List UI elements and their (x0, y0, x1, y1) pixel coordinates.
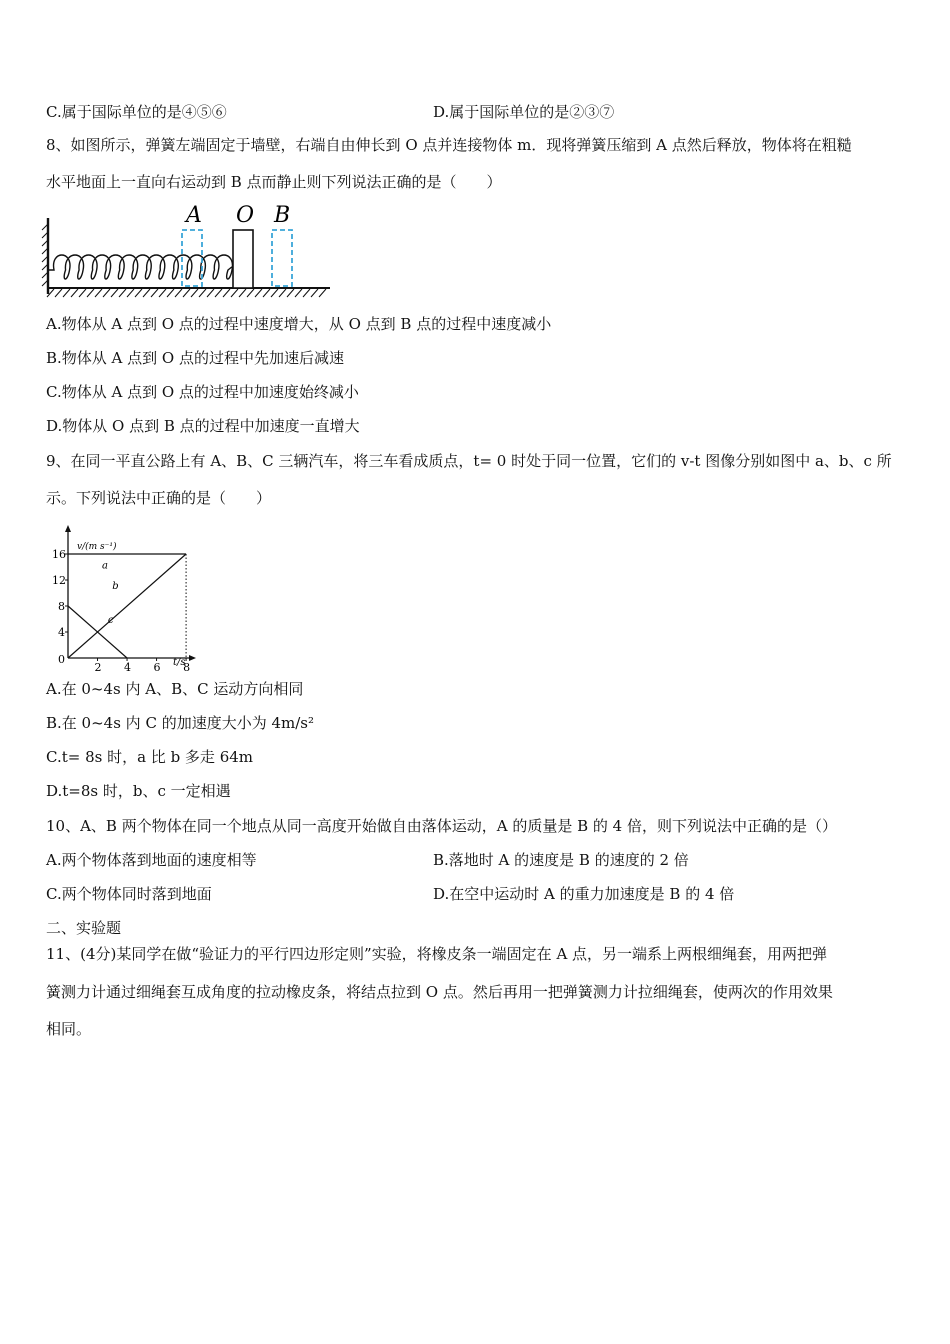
spring (49, 255, 233, 279)
q8-stem-line2: 水平地面上一直向右运动到 B 点而静止则下列说法正确的是（ ） (46, 173, 502, 191)
q11-line3: 相同。 (46, 1020, 92, 1038)
q8-stem-line1: 8、如图所示，弹簧左端固定于墙壁，右端自由伸长到 O 点并连接物体 m．现将弹簧压缩到 A 点然后释放，物体将在粗糙 (46, 136, 852, 154)
series-c-label: c (107, 614, 114, 626)
q10-option-d: D.在空中运动时 A 的重力加速度是 B 的 4 倍 (433, 885, 735, 903)
q9-option-a: A.在 0~4s 内 A、B、C 运动方向相同 (46, 680, 304, 698)
q10-option-a: A.两个物体落到地面的速度相等 (46, 851, 257, 869)
q11-line2: 簧测力计通过细绳套互成角度的拉动橡皮条，将结点拉到 O 点。然后再用一把弹簧测力计拉细绳套，使两次的作用效果 (46, 983, 833, 1001)
q8-option-a: A.物体从 A 点到 O 点的过程中速度增大，从 O 点到 B 点的过程中速度减小 (46, 315, 552, 333)
section-title: 二、实验题 (46, 919, 122, 937)
y-tick-label: 4 (58, 626, 65, 639)
dashed-box-b (272, 230, 292, 286)
label-o: O (236, 203, 255, 228)
q8-option-c: C.物体从 A 点到 O 点的过程中加速度始终减小 (46, 383, 359, 401)
q7-option-d: D.属于国际单位的是②③⑦ (433, 103, 615, 121)
q10-option-c: C.两个物体同时落到地面 (46, 885, 212, 903)
q10-stem: 10、A、B 两个物体在同一个地点从同一高度开始做自由落体运动，A 的质量是 B 的 4 倍，则下列说法中正确的是（） (46, 817, 837, 835)
q7-option-c: C.属于国际单位的是④⑤⑥ (46, 103, 227, 121)
y-axis-arrow (65, 525, 71, 532)
vt-chart (44, 522, 204, 672)
q9-stem-line2: 示。下列说法中正确的是（ ） (46, 489, 272, 507)
x-axis-label: t/s (173, 657, 186, 668)
label-b: B (274, 203, 291, 228)
series-b-label: b (112, 581, 119, 593)
series-a-label: a (101, 560, 108, 572)
series-b-line (68, 554, 186, 658)
x-tick-label: 6 (153, 661, 161, 672)
q9-stem-line1: 9、在同一平直公路上有 A、B、C 三辆汽车，将三车看成质点，t= 0 时处于同一位置，它们的 v-t 图像分别如图中 a、b、c 所 (46, 452, 892, 470)
q9-option-b: B.在 0~4s 内 C 的加速度大小为 4m/s² (46, 714, 314, 732)
q10-option-b: B.落地时 A 的速度是 B 的速度的 2 倍 (433, 851, 689, 869)
y-tick-label: 8 (58, 600, 65, 613)
x-tick-label: 8 (183, 661, 191, 672)
q8-option-b: B.物体从 A 点到 O 点的过程中先加速后减速 (46, 349, 344, 367)
y-tick-label: 12 (52, 574, 66, 587)
x-tick-label: 4 (124, 661, 132, 672)
block-m (233, 230, 253, 288)
label-a: A (186, 203, 202, 228)
q9-option-d: D.t=8s 时，b、c 一定相遇 (46, 782, 231, 800)
spring-figure (40, 200, 340, 302)
ground-hatch (47, 289, 326, 297)
x-tick-label: 2 (94, 661, 102, 672)
q8-option-d: D.物体从 O 点到 B 点的过程中加速度一直增大 (46, 417, 360, 435)
q9-option-c: C.t= 8s 时，a 比 b 多走 64m (46, 748, 254, 766)
q11-line1: 11、(4分)某同学在做“验证力的平行四边形定则”实验，将橡皮条一端固定在 A 点，另一端系上两根细绳套，用两把弹 (46, 945, 828, 963)
y-axis-label: v/(m s⁻¹) (77, 542, 117, 552)
y-tick-label: 16 (52, 548, 66, 561)
origin-label: 0 (58, 653, 65, 666)
